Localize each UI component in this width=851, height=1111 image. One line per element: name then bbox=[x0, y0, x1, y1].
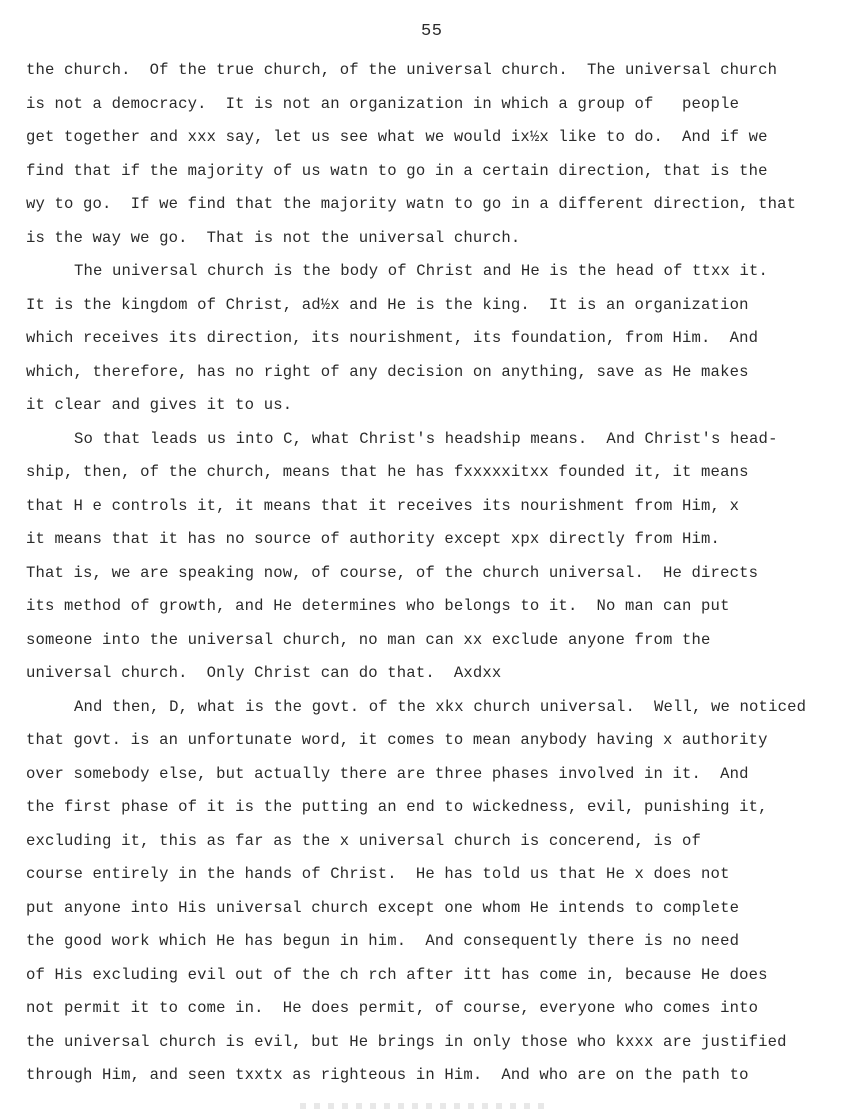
text-line: which receives its direction, its nourishment, its foundation, from Him. And bbox=[26, 329, 759, 347]
text-line: it clear and gives it to us. bbox=[26, 396, 293, 414]
text-line: find that if the majority of us watn to go in a certain direction, that is the bbox=[26, 161, 768, 180]
page-body bbox=[26, 57, 841, 1096]
text-line: the church. Of the true church, of the universal church. The universal church bbox=[26, 61, 778, 79]
text-line: it means that it has no source of authority except xpx directly from Him. bbox=[26, 530, 721, 548]
text-line: through Him, and seen txxtx as righteous in Him. And who are on the path to bbox=[26, 1066, 749, 1084]
text-line: the universal church is evil, but He brings in only those who kxxx are justified bbox=[26, 1032, 787, 1051]
text-line: over somebody else, but actually there are three phases involved in it. And bbox=[26, 764, 749, 783]
text-line: that govt. is an unfortunate word, it comes to mean anybody having x authority bbox=[26, 731, 768, 749]
text-line: get together and xxx say, let us see what we would ix½x like to do. And if we bbox=[26, 128, 768, 146]
page-number: 55 bbox=[421, 22, 443, 41]
text-line: The universal church is the body of Christ and He is the head of ttxx it. bbox=[74, 262, 769, 280]
text-line: excluding it, this as far as the x universal church is concerend, is of bbox=[26, 831, 702, 850]
text-line: not permit it to come in. He does permit, of course, everyone who comes into bbox=[26, 999, 759, 1017]
text-line: the good work which He has begun in him. And consequently there is no need bbox=[26, 932, 740, 950]
text-line: universal church. Only Christ can do that. Axdxx bbox=[26, 664, 502, 682]
text-line: put anyone into His universal church except one whom He intends to complete bbox=[26, 898, 740, 917]
text-line: And then, D, what is the govt. of the xkx church universal. Well, we noticed bbox=[74, 697, 807, 716]
text-line: is not a democracy. It is not an organization in which a group of people bbox=[26, 94, 740, 113]
text-line: It is the kingdom of Christ, ad½x and He is the king. It is an organization bbox=[26, 295, 749, 314]
text-line: someone into the universal church, no man can xx exclude anyone from the bbox=[26, 630, 711, 649]
text-line: course entirely in the hands of Christ. He has told us that He x does not bbox=[26, 865, 730, 883]
text-line: of His excluding evil out of the ch rch after itt has come in, because He does bbox=[26, 965, 768, 984]
text-line: which, therefore, has no right of any decision on anything, save as He makes bbox=[26, 362, 749, 381]
text-line: its method of growth, and He determines who belongs to it. No man can put bbox=[26, 597, 730, 615]
text-line: wy to go. If we find that the majority watn to go in a different direction, that bbox=[26, 195, 797, 213]
text-line: ship, then, of the church, means that he has fxxxxxitxx founded it, it means bbox=[26, 463, 749, 481]
text-line: that H e controls it, it means that it receives its nourishment from Him, x bbox=[26, 496, 740, 515]
text-line: That is, we are speaking now, of course, of the church universal. He directs bbox=[26, 563, 759, 582]
text-line: the first phase of it is the putting an end to wickedness, evil, punishing it, bbox=[26, 798, 768, 816]
bottom-smudge bbox=[300, 1103, 550, 1109]
text-line: is the way we go. That is not the universal church. bbox=[26, 228, 521, 247]
text-line: So that leads us into C, what Christ's headship means. And Christ's head- bbox=[74, 429, 778, 448]
